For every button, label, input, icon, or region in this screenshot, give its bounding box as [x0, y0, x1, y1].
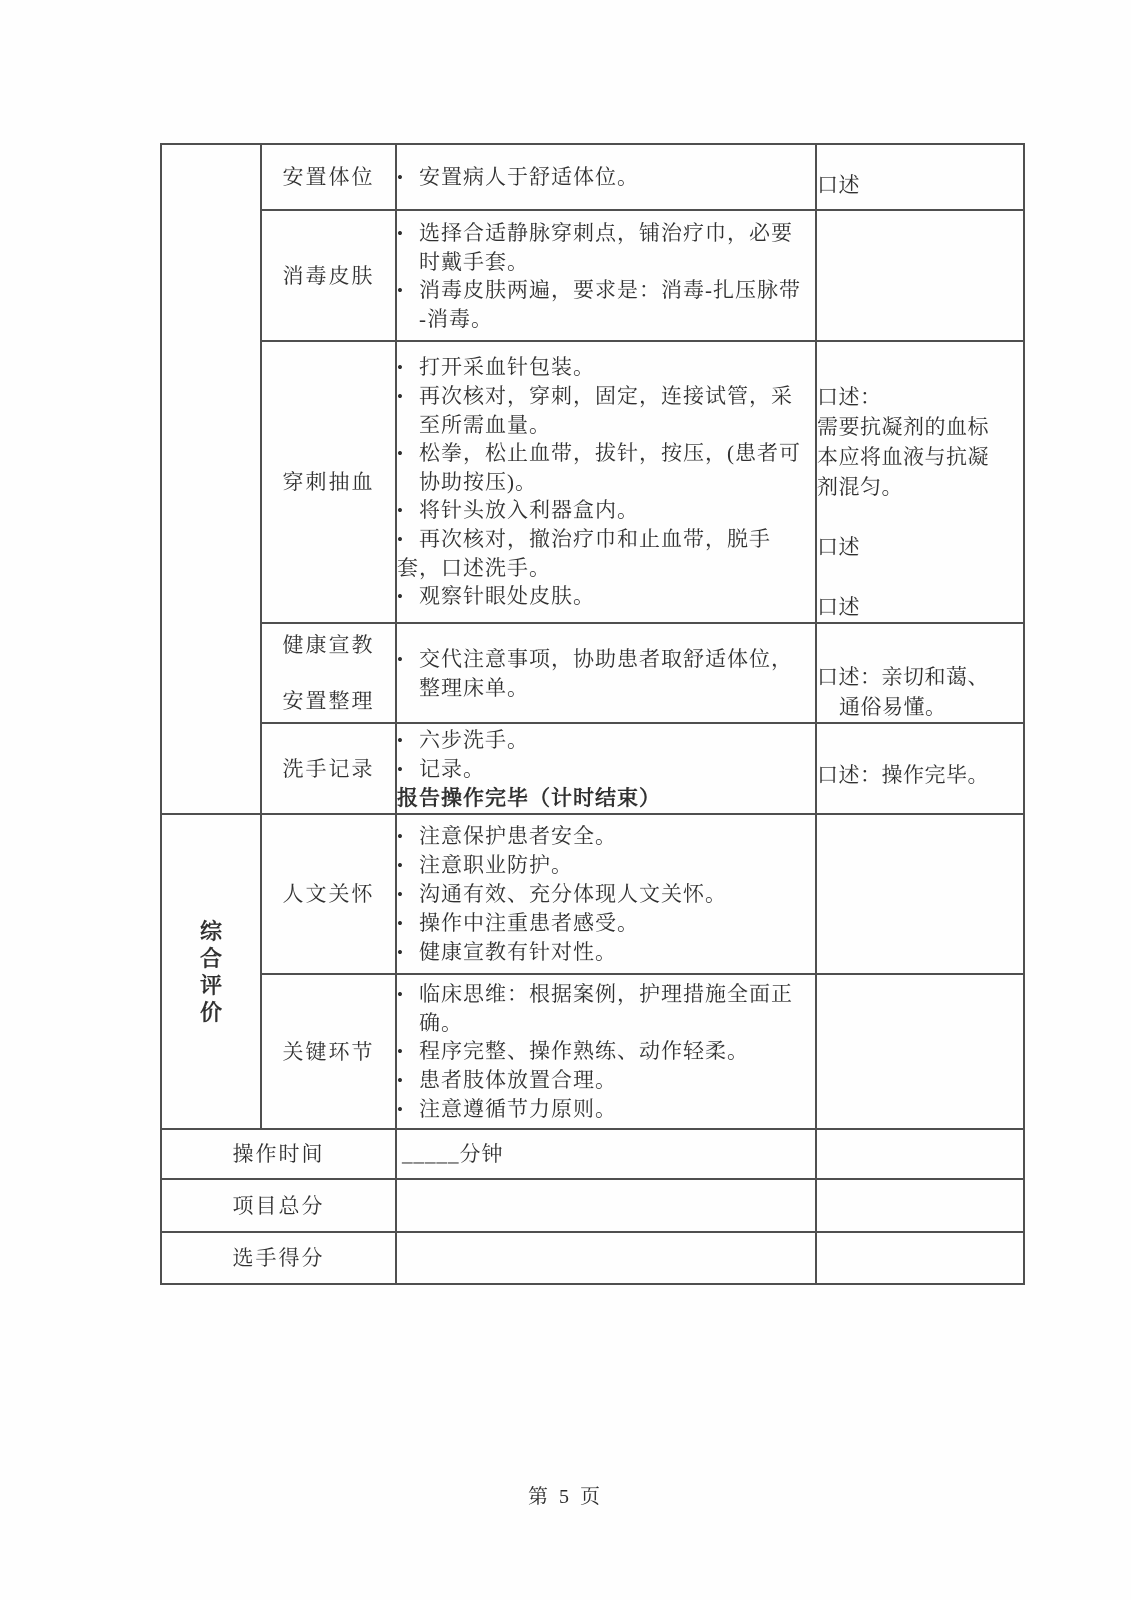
- text-line: 安置体位: [282, 165, 375, 189]
- page-number: 第 5 页: [528, 1486, 603, 1508]
- text-line: 需要抗凝剂的血标: [817, 415, 989, 439]
- bullet-icon: •: [397, 1099, 404, 1119]
- text-line: • 松拳，松止血带，拔针，按压，(患者可: [397, 439, 815, 468]
- bullet-icon: •: [397, 759, 404, 779]
- text-line: [817, 502, 1023, 532]
- text-line: 至所需血量。: [419, 413, 551, 437]
- step-label: [262, 163, 395, 191]
- criteria-text: [397, 726, 815, 812]
- summary-label: [162, 1192, 395, 1220]
- score-table: [160, 143, 1025, 1285]
- text-line: 健康宣教: [282, 633, 375, 657]
- step-label: [262, 880, 395, 908]
- table-row: [161, 723, 1024, 814]
- remark-cell: [816, 1129, 1024, 1179]
- table-row: [161, 144, 1024, 210]
- step-label: [262, 755, 395, 783]
- remark-cell: [816, 1232, 1024, 1284]
- bullet-icon: •: [397, 444, 404, 463]
- criteria-cell: [396, 814, 816, 974]
- criteria-text: [397, 163, 815, 192]
- criteria-text: [397, 353, 815, 611]
- remark-text: [817, 760, 1023, 790]
- summary-label-cell: [161, 1232, 396, 1284]
- criteria-cell: [396, 144, 816, 210]
- text-line: 合: [199, 945, 222, 971]
- summary-value-cell: [396, 1179, 816, 1232]
- text-line: 口述：亲切和蔼、: [817, 665, 989, 689]
- step-label: [262, 468, 395, 496]
- bullet-icon: •: [397, 942, 404, 962]
- table-row: [161, 974, 1024, 1129]
- text-line: • 健康宣教有针对性。: [397, 938, 815, 967]
- text-line: 口述：: [817, 385, 882, 409]
- criteria-text: [397, 980, 815, 1124]
- text-line: • 再次核对，穿刺，固定，连接试管，采: [397, 382, 815, 411]
- step-label-cell: [261, 814, 396, 974]
- text-line: • 消毒皮肤两遍，要求是：消毒-扎压脉带: [397, 276, 815, 305]
- assessment-table: [160, 143, 1025, 1285]
- criteria-cell: [396, 623, 816, 723]
- text-line: • 操作中注重患者感受。: [397, 909, 815, 938]
- text-line: 人文关怀: [282, 882, 375, 906]
- text-line: • 六步洗手。: [397, 726, 815, 755]
- summary-label-cell: [161, 1179, 396, 1232]
- summary-label: [162, 1140, 395, 1168]
- text-line: 价: [199, 999, 222, 1025]
- text-line: • 再次核对，撤治疗巾和止血带，脱手: [397, 525, 815, 554]
- criteria-cell: [396, 210, 816, 341]
- text-line: 项目总分: [232, 1193, 325, 1218]
- text-line: 关键环节: [282, 1039, 375, 1064]
- text-line: • 注意职业防护。: [397, 851, 815, 880]
- summary-value-cell: [396, 1129, 816, 1179]
- bullet-icon: •: [397, 280, 404, 300]
- text-line: -消毒。: [419, 306, 493, 331]
- text-line: 穿刺抽血: [282, 470, 375, 494]
- criteria-cell: [396, 341, 816, 623]
- text-line: • 沟通有效、充分体现人文关怀。: [397, 880, 815, 909]
- remark-text: [817, 170, 1023, 200]
- remark-cell: [816, 1179, 1024, 1232]
- text-line: • 交代注意事项，协助患者取舒适体位，: [397, 645, 815, 674]
- text-line: 协助按压)。: [419, 470, 537, 494]
- bullet-icon: •: [397, 730, 404, 750]
- text-line: 口述：操作完毕。: [817, 762, 989, 787]
- text-line: • 注意保护患者安全。: [397, 822, 815, 851]
- text-line: 消毒皮肤: [282, 263, 375, 288]
- text-line: • 将针头放入利器盒内。: [397, 496, 815, 525]
- bullet-icon: •: [397, 587, 404, 606]
- text-line: 本应将血液与抗凝: [817, 445, 989, 469]
- bullet-icon: •: [397, 167, 404, 187]
- text-line: 洗手记录: [282, 756, 375, 781]
- step-label-cell: [261, 723, 396, 814]
- text-line: 确。: [419, 1010, 463, 1035]
- bullet-icon: •: [397, 1070, 404, 1090]
- remark-cell: [816, 723, 1024, 814]
- text-line: 口述: [817, 535, 860, 559]
- text-line: 口述: [817, 173, 860, 197]
- table-row: [161, 1179, 1024, 1232]
- text-line: 时戴手套。: [419, 249, 529, 274]
- bullet-icon: •: [397, 826, 404, 846]
- remark-text: [817, 662, 1023, 722]
- summary-value: [402, 1140, 815, 1168]
- criteria-text: [397, 219, 815, 333]
- criteria-cell: [396, 723, 816, 814]
- text-line: • 打开采血针包装。: [397, 353, 815, 382]
- text-line: [817, 562, 1023, 592]
- text-line: 剂混匀。: [817, 475, 903, 499]
- bullet-icon: •: [397, 913, 404, 933]
- text-line: 整理床单。: [419, 675, 529, 700]
- section-cell-continued: [161, 144, 261, 814]
- step-label-cell: [261, 144, 396, 210]
- text-line: 综: [199, 918, 222, 944]
- text-line: • 记录。: [397, 755, 815, 784]
- table-row: [161, 623, 1024, 723]
- step-label-cell: [261, 341, 396, 623]
- table-row: [161, 210, 1024, 341]
- text-line: 评: [199, 972, 222, 998]
- remark-text: [817, 382, 1023, 622]
- summary-label-cell: [161, 1129, 396, 1179]
- step-label: [262, 262, 395, 290]
- text-line: 口述: [817, 595, 860, 619]
- remark-cell: [816, 144, 1024, 210]
- text-line: _____分钟: [402, 1142, 504, 1166]
- text-line: • 程序完整、操作熟练、动作轻柔。: [397, 1037, 815, 1066]
- criteria-text: [397, 822, 815, 967]
- step-label-cell: [261, 974, 396, 1129]
- text-line: • 临床思维：根据案例，护理措施全面正: [397, 980, 815, 1009]
- bullet-icon: •: [397, 855, 404, 875]
- remark-cell: [816, 974, 1024, 1129]
- text-line: • 选择合适静脉穿刺点，铺治疗巾，必要: [397, 219, 815, 248]
- remark-cell: [816, 341, 1024, 623]
- section-label-comprehensive: [161, 814, 261, 1129]
- text-line: • 观察针眼处皮肤。: [397, 582, 815, 611]
- summary-value-cell: [396, 1232, 816, 1284]
- step-label: [262, 1038, 395, 1066]
- bullet-icon: •: [397, 501, 404, 520]
- bullet-icon: •: [397, 530, 404, 549]
- text-line: [262, 659, 395, 687]
- remark-cell: [816, 623, 1024, 723]
- text-line: 操作时间: [232, 1142, 325, 1166]
- remark-cell: [816, 814, 1024, 974]
- table-row: [161, 1232, 1024, 1284]
- text-line: 安置整理: [282, 689, 375, 713]
- bullet-icon: •: [397, 223, 404, 243]
- bullet-icon: •: [397, 984, 404, 1004]
- table-row: [161, 1129, 1024, 1179]
- text-line: • 注意遵循节力原则。: [397, 1095, 815, 1124]
- text-line: 选手得分: [232, 1246, 325, 1270]
- criteria-cell: [396, 974, 816, 1129]
- bullet-icon: •: [397, 649, 404, 669]
- bullet-icon: •: [397, 358, 404, 377]
- section-label-text: [162, 918, 260, 1026]
- remark-cell: [816, 210, 1024, 341]
- text-line: 套，口述洗手。: [397, 556, 551, 580]
- bullet-icon: •: [397, 1041, 404, 1061]
- step-label: [262, 631, 395, 715]
- text-line: • 患者肢体放置合理。: [397, 1066, 815, 1095]
- step-label-cell: [261, 210, 396, 341]
- text-line: 报告操作完毕（计时结束）: [397, 785, 661, 810]
- step-label-cell: [261, 623, 396, 723]
- criteria-text: [397, 645, 815, 702]
- table-row: [161, 814, 1024, 974]
- text-line: • 安置病人于舒适体位。: [397, 163, 815, 192]
- summary-label: [162, 1244, 395, 1272]
- text-line: 通俗易懂。: [839, 695, 947, 719]
- bullet-icon: •: [397, 387, 404, 406]
- bullet-icon: •: [397, 884, 404, 904]
- table-row: [161, 341, 1024, 623]
